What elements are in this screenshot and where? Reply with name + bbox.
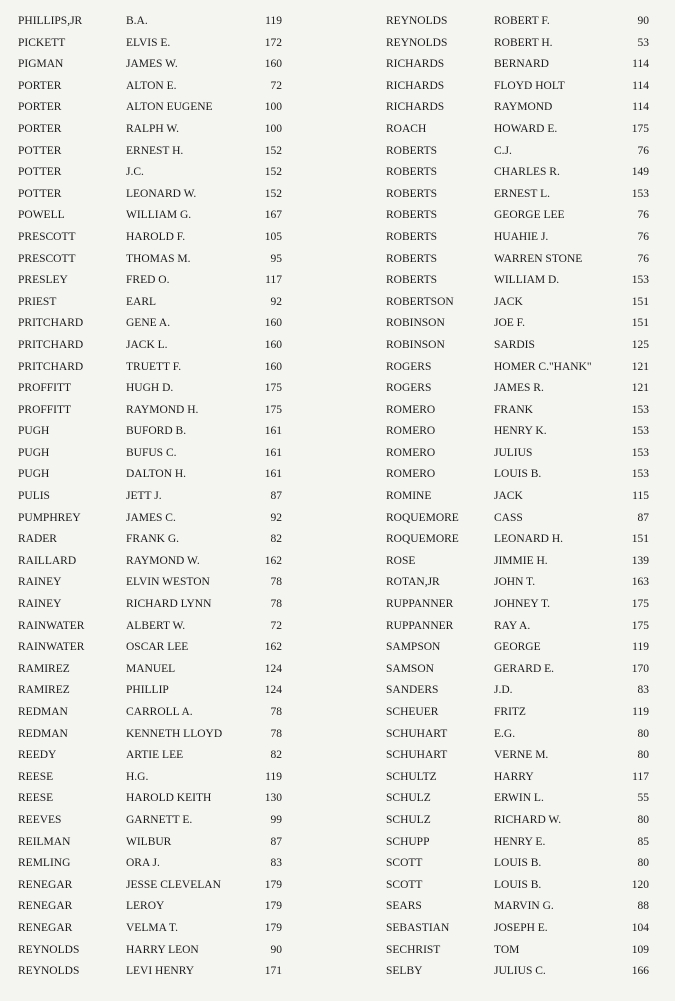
given-name-cell: HAROLD KEITH <box>126 792 212 805</box>
surname-cell: ROGERS <box>386 360 432 373</box>
surname-cell: REEVES <box>18 813 62 826</box>
given-name-cell: JACK L. <box>126 338 168 351</box>
surname-cell: PUMPHREY <box>18 511 81 524</box>
given-name-cell: WARREN STONE <box>494 252 583 265</box>
number-cell: 153 <box>631 468 649 481</box>
number-cell: 100 <box>264 122 282 135</box>
given-name-cell: JOE F. <box>494 317 526 330</box>
given-name-cell: FRED O. <box>126 274 170 287</box>
given-name-cell: LEROY <box>126 900 165 913</box>
surname-cell: REESE <box>18 770 54 783</box>
number-cell: 117 <box>265 274 282 287</box>
surname-cell: PORTER <box>18 101 62 114</box>
given-name-cell: JAMES R. <box>494 382 544 395</box>
given-name-cell: ARTIE LEE <box>126 749 184 762</box>
number-cell: 119 <box>632 706 649 718</box>
number-cell: 117 <box>632 770 649 783</box>
number-cell: 99 <box>270 813 282 826</box>
surname-cell: SCHULZ <box>386 813 431 826</box>
number-cell: 179 <box>264 921 282 934</box>
given-name-cell: HENRY K. <box>494 425 547 438</box>
given-name-cell: ELVIN WESTON <box>126 576 210 589</box>
number-cell: 80 <box>637 727 649 740</box>
number-cell: 151 <box>631 317 649 330</box>
number-cell: 120 <box>631 878 649 891</box>
surname-cell: ROQUEMORE <box>386 511 459 524</box>
surname-cell: RENEGAR <box>18 900 73 913</box>
surname-cell: SANDERS <box>386 684 439 697</box>
surname-cell: RENEGAR <box>18 921 73 934</box>
surname-cell: ROGERS <box>386 382 432 395</box>
given-name-cell: HOMER C."HANK" <box>494 360 592 373</box>
surname-cell: ROMERO <box>386 403 436 416</box>
number-cell: 152 <box>264 166 282 179</box>
given-name-cell: RICHARD LYNN <box>126 598 212 611</box>
surname-cell: ROBERTS <box>386 166 438 179</box>
surname-cell: ROBERTS <box>386 252 438 265</box>
given-name-cell: MANUEL <box>126 662 176 675</box>
given-name-cell: JAMES W. <box>126 58 178 71</box>
number-cell: 114 <box>632 79 649 92</box>
number-cell: 175 <box>631 122 649 135</box>
surname-cell: PUGH <box>18 468 50 481</box>
number-cell: 80 <box>637 813 649 826</box>
number-cell: 82 <box>270 533 282 546</box>
surname-cell: PRITCHARD <box>18 317 84 330</box>
given-name-cell: HOWARD E. <box>494 122 558 135</box>
number-cell: 179 <box>264 900 282 913</box>
surname-cell: RICHARDS <box>386 101 445 114</box>
given-name-cell: JOHNEY T. <box>494 598 551 611</box>
given-name-cell: VERNE M. <box>494 749 549 762</box>
given-name-cell: TOM <box>494 943 520 956</box>
given-name-cell: FRITZ <box>494 706 526 718</box>
given-name-cell: DALTON H. <box>126 468 187 481</box>
number-cell: 72 <box>270 619 282 632</box>
given-name-cell: PHILLIP <box>126 684 169 697</box>
number-cell: 82 <box>270 749 282 762</box>
given-name-cell: JACK <box>494 490 523 503</box>
given-name-cell: JAMES C. <box>126 511 176 524</box>
number-cell: 161 <box>264 468 282 481</box>
given-name-cell: WILLIAM G. <box>126 209 192 222</box>
surname-cell: REESE <box>18 792 54 805</box>
number-cell: 76 <box>637 144 649 157</box>
surname-cell: POTTER <box>18 187 62 200</box>
surname-cell: POTTER <box>18 144 62 157</box>
given-name-cell: WILBUR <box>126 835 172 848</box>
surname-cell: PRESCOTT <box>18 252 76 265</box>
given-name-cell: H.G. <box>126 770 149 783</box>
number-cell: 90 <box>270 943 282 956</box>
given-name-cell: THOMAS M. <box>126 252 191 265</box>
surname-cell: SCHUHART <box>386 727 448 740</box>
surname-cell: ROMERO <box>386 425 436 438</box>
number-cell: 139 <box>631 554 649 567</box>
number-cell: 160 <box>264 58 282 71</box>
number-cell: 153 <box>631 446 649 459</box>
given-name-cell: ERNEST L. <box>494 187 551 200</box>
number-cell: 124 <box>264 662 282 675</box>
number-cell: 104 <box>631 921 649 934</box>
surname-cell: SCHUPP <box>386 835 430 848</box>
surname-cell: RICHARDS <box>386 58 445 71</box>
number-cell: 90 <box>637 15 649 27</box>
surname-cell: SCHULZ <box>386 792 431 805</box>
given-name-cell: RAYMOND <box>494 101 553 114</box>
given-name-cell: TRUETT F. <box>126 360 182 373</box>
given-name-cell: J.C. <box>126 166 144 179</box>
surname-cell: REYNOLDS <box>386 15 448 27</box>
number-cell: 153 <box>631 403 649 416</box>
surname-cell: RAILLARD <box>18 554 77 567</box>
number-cell: 175 <box>631 598 649 611</box>
given-name-cell: JESSE CLEVELAN <box>126 878 221 891</box>
given-name-cell: ALTON E. <box>126 79 177 92</box>
number-cell: 160 <box>264 338 282 351</box>
number-cell: 83 <box>270 857 282 870</box>
given-name-cell: J.D. <box>494 684 513 697</box>
given-name-cell: ALTON EUGENE <box>126 101 213 114</box>
surname-cell: ROBERTS <box>386 230 438 243</box>
surname-cell: ROMERO <box>386 446 436 459</box>
surname-cell: SEBASTIAN <box>386 921 450 934</box>
given-name-cell: RAY A. <box>494 619 531 632</box>
given-name-cell: ERNEST H. <box>126 144 184 157</box>
surname-cell: REYNOLDS <box>18 965 80 978</box>
given-name-cell: KENNETH LLOYD <box>126 727 223 740</box>
number-cell: 175 <box>631 619 649 632</box>
surname-cell: ROBERTS <box>386 187 438 200</box>
number-cell: 87 <box>270 835 282 848</box>
number-cell: 78 <box>270 576 282 589</box>
number-cell: 151 <box>631 533 649 546</box>
number-cell: 88 <box>637 900 649 913</box>
surname-cell: SEARS <box>386 900 422 913</box>
number-cell: 76 <box>637 252 649 265</box>
given-name-cell: GEORGE <box>494 641 541 654</box>
given-name-cell: FRANK G. <box>126 533 180 546</box>
number-cell: 153 <box>631 425 649 438</box>
given-name-cell: VELMA T. <box>126 921 178 934</box>
number-cell: 167 <box>264 209 282 222</box>
given-name-cell: ROBERT H. <box>494 36 553 49</box>
number-cell: 92 <box>270 295 282 308</box>
number-cell: 114 <box>632 101 649 114</box>
given-name-cell: ROBERT F. <box>494 15 550 27</box>
number-cell: 95 <box>270 252 282 265</box>
given-name-cell: B.A. <box>126 15 148 27</box>
surname-cell: SCHEUER <box>386 706 439 718</box>
given-name-cell: LEONARD H. <box>494 533 563 546</box>
number-cell: 160 <box>264 317 282 330</box>
number-cell: 76 <box>637 209 649 222</box>
number-cell: 85 <box>637 835 649 848</box>
surname-cell: PUGH <box>18 446 50 459</box>
number-cell: 160 <box>264 360 282 373</box>
surname-cell: ROBERTS <box>386 274 438 287</box>
surname-cell: SELBY <box>386 965 423 978</box>
given-name-cell: BUFUS C. <box>126 446 177 459</box>
given-name-cell: HARRY <box>494 770 534 783</box>
number-cell: 114 <box>632 58 649 71</box>
number-cell: 175 <box>264 403 282 416</box>
surname-cell: RAINEY <box>18 576 62 589</box>
surname-cell: POTTER <box>18 166 62 179</box>
number-cell: 162 <box>264 641 282 654</box>
given-name-cell: GEORGE LEE <box>494 209 565 222</box>
number-cell: 153 <box>631 274 649 287</box>
surname-cell: RUPPANNER <box>386 598 454 611</box>
given-name-cell: ALBERT W. <box>126 619 186 632</box>
given-name-cell: EARL <box>126 295 157 308</box>
given-name-cell: LEONARD W. <box>126 187 197 200</box>
given-name-cell: JULIUS C. <box>494 965 546 978</box>
given-name-cell: OSCAR LEE <box>126 641 189 654</box>
surname-cell: POWELL <box>18 209 65 222</box>
number-cell: 87 <box>637 511 649 524</box>
number-cell: 172 <box>264 36 282 49</box>
given-name-cell: JIMMIE H. <box>494 554 548 567</box>
surname-cell: RAINEY <box>18 598 62 611</box>
surname-cell: ROTAN,JR <box>386 576 440 589</box>
surname-cell: REDMAN <box>18 706 68 718</box>
number-cell: 80 <box>637 749 649 762</box>
surname-cell: ROMINE <box>386 490 432 503</box>
number-cell: 87 <box>270 490 282 503</box>
number-cell: 115 <box>632 490 649 503</box>
given-name-cell: LOUIS B. <box>494 857 542 870</box>
given-name-cell: JETT J. <box>126 490 162 503</box>
number-cell: 72 <box>270 79 282 92</box>
given-name-cell: HUAHIE J. <box>494 230 549 243</box>
given-name-cell: CHARLES R. <box>494 166 560 179</box>
number-cell: 152 <box>264 144 282 157</box>
surname-cell: RAINWATER <box>18 641 85 654</box>
given-name-cell: JOSEPH E. <box>494 921 548 934</box>
number-cell: 92 <box>270 511 282 524</box>
number-cell: 105 <box>264 230 282 243</box>
surname-cell: REMLING <box>18 857 71 870</box>
number-cell: 83 <box>637 684 649 697</box>
given-name-cell: RICHARD W. <box>494 813 562 826</box>
surname-cell: PRESCOTT <box>18 230 76 243</box>
number-cell: 149 <box>631 166 649 179</box>
number-cell: 152 <box>264 187 282 200</box>
number-cell: 163 <box>631 576 649 589</box>
number-cell: 119 <box>265 770 282 783</box>
surname-cell: SAMSON <box>386 662 434 675</box>
surname-cell: PORTER <box>18 79 62 92</box>
surname-cell: PRITCHARD <box>18 360 84 373</box>
given-name-cell: JOHN T. <box>494 576 536 589</box>
given-name-cell: SARDIS <box>494 338 535 351</box>
surname-cell: PIGMAN <box>18 58 64 71</box>
given-name-cell: ERWIN L. <box>494 792 544 805</box>
number-cell: 100 <box>264 101 282 114</box>
surname-cell: ROBINSON <box>386 338 445 351</box>
given-name-cell: HENRY E. <box>494 835 546 848</box>
surname-cell: RAINWATER <box>18 619 85 632</box>
surname-cell: PRESLEY <box>18 274 68 287</box>
surname-cell: REYNOLDS <box>386 36 448 49</box>
given-name-cell: C.J. <box>494 144 512 157</box>
number-cell: 78 <box>270 598 282 611</box>
surname-cell: PORTER <box>18 122 62 135</box>
given-name-cell: BERNARD <box>494 58 549 71</box>
number-cell: 153 <box>631 187 649 200</box>
number-cell: 121 <box>631 382 649 395</box>
given-name-cell: FLOYD HOLT <box>494 79 565 92</box>
surname-cell: ROBERTSON <box>386 295 454 308</box>
number-cell: 78 <box>270 706 282 718</box>
surname-cell: RADER <box>18 533 57 546</box>
given-name-cell: RAYMOND W. <box>126 554 200 567</box>
surname-cell: ROMERO <box>386 468 436 481</box>
number-cell: 166 <box>631 965 649 978</box>
surname-cell: REYNOLDS <box>18 943 80 956</box>
surname-cell: REEDY <box>18 749 57 762</box>
number-cell: 175 <box>264 382 282 395</box>
given-name-cell: JACK <box>494 295 523 308</box>
given-name-cell: GENE A. <box>126 317 171 330</box>
surname-cell: ROBERTS <box>386 144 438 157</box>
given-name-cell: JULIUS <box>494 446 533 459</box>
number-cell: 161 <box>264 425 282 438</box>
given-name-cell: CASS <box>494 511 523 524</box>
number-cell: 119 <box>632 641 649 654</box>
surname-cell: PHILLIPS,JR <box>18 15 83 27</box>
number-cell: 125 <box>631 338 649 351</box>
number-cell: 80 <box>637 857 649 870</box>
surname-cell: SCHULTZ <box>386 770 437 783</box>
surname-cell: ROQUEMORE <box>386 533 459 546</box>
surname-cell: REDMAN <box>18 727 68 740</box>
number-cell: 161 <box>264 446 282 459</box>
given-name-cell: HARRY LEON <box>126 943 199 956</box>
surname-cell: RAMIREZ <box>18 684 70 697</box>
given-name-cell: RALPH W. <box>126 122 180 135</box>
given-name-cell: LOUIS B. <box>494 878 542 891</box>
given-name-cell: BUFORD B. <box>126 425 187 438</box>
number-cell: 171 <box>264 965 282 978</box>
given-name-cell: GERARD E. <box>494 662 555 675</box>
given-name-cell: RAYMOND H. <box>126 403 199 416</box>
surname-cell: ROSE <box>386 554 416 567</box>
number-cell: 109 <box>631 943 649 956</box>
surname-cell: RUPPANNER <box>386 619 454 632</box>
given-name-cell: ORA J. <box>126 857 160 870</box>
given-name-cell: GARNETT E. <box>126 813 193 826</box>
number-cell: 53 <box>637 36 649 49</box>
surname-cell: PICKETT <box>18 36 66 49</box>
number-cell: 162 <box>264 554 282 567</box>
given-name-cell: MARVIN G. <box>494 900 554 913</box>
given-name-cell: CARROLL A. <box>126 706 193 718</box>
number-cell: 124 <box>264 684 282 697</box>
given-name-cell: E.G. <box>494 727 516 740</box>
number-cell: 151 <box>631 295 649 308</box>
number-cell: 119 <box>265 15 282 27</box>
surname-cell: SAMPSON <box>386 641 441 654</box>
surname-cell: PUGH <box>18 425 50 438</box>
given-name-cell: LOUIS B. <box>494 468 542 481</box>
surname-cell: ROACH <box>386 122 427 135</box>
given-name-cell: WILLIAM D. <box>494 274 560 287</box>
given-name-cell: HAROLD F. <box>126 230 186 243</box>
surname-cell: SCOTT <box>386 857 423 870</box>
number-cell: 76 <box>637 230 649 243</box>
surname-cell: REILMAN <box>18 835 71 848</box>
surname-cell: PRITCHARD <box>18 338 84 351</box>
number-cell: 55 <box>637 792 649 805</box>
surname-cell: PULIS <box>18 490 50 503</box>
given-name-cell: FRANK <box>494 403 533 416</box>
given-name-cell: HUGH D. <box>126 382 174 395</box>
surname-cell: PROFFITT <box>18 403 72 416</box>
surname-cell: PROFFITT <box>18 382 72 395</box>
number-cell: 130 <box>264 792 282 805</box>
surname-cell: SECHRIST <box>386 943 441 956</box>
surname-cell: SCHUHART <box>386 749 448 762</box>
given-name-cell: ELVIS E. <box>126 36 171 49</box>
number-cell: 179 <box>264 878 282 891</box>
number-cell: 121 <box>631 360 649 373</box>
surname-cell: PRIEST <box>18 295 57 308</box>
number-cell: 78 <box>270 727 282 740</box>
surname-cell: RICHARDS <box>386 79 445 92</box>
given-name-cell: LEVI HENRY <box>126 965 195 978</box>
surname-cell: RENEGAR <box>18 878 73 891</box>
surname-cell: SCOTT <box>386 878 423 891</box>
surname-cell: ROBERTS <box>386 209 438 222</box>
surname-cell: ROBINSON <box>386 317 445 330</box>
number-cell: 170 <box>631 662 649 675</box>
surname-cell: RAMIREZ <box>18 662 70 675</box>
